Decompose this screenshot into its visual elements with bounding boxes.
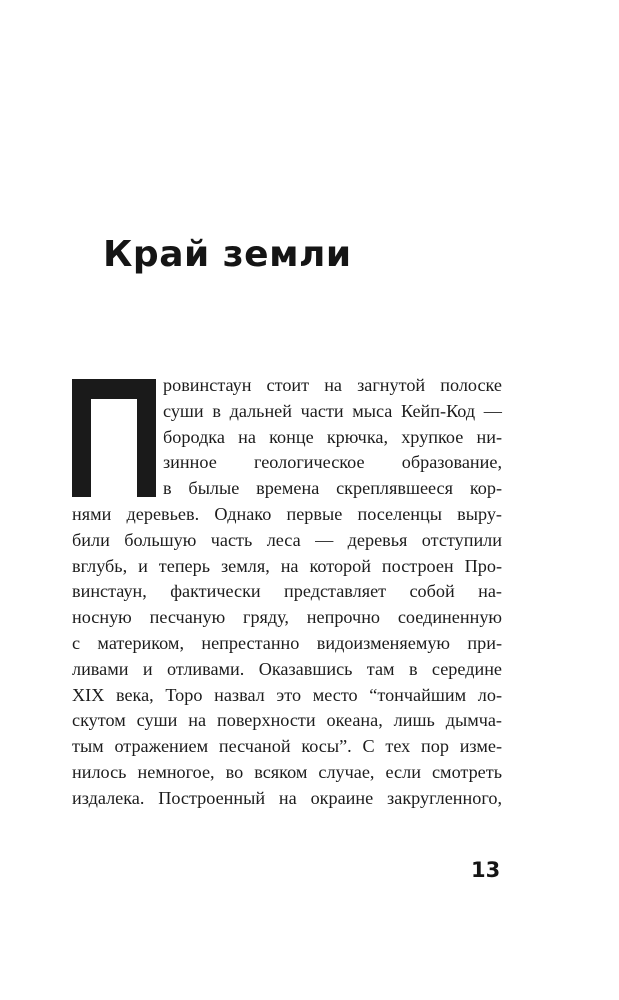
text-line: бородка на конце крючка, хрупкое ни-: [163, 426, 502, 447]
text-line: носную песчаную гряду, непрочно соединенную: [72, 607, 502, 628]
text-line: тым отражением песчаной косы”. С тех пор изме-: [72, 736, 502, 757]
text-line: ливами и отливами. Оказавшись там в середине: [72, 658, 502, 679]
text-line: винстаун, фактически представляет собой на-: [72, 581, 502, 602]
body-paragraph: [72, 373, 502, 812]
page-number: 13: [471, 858, 501, 882]
text-line: XIX века, Торо назвал это место “тончайшим ло-: [72, 684, 502, 705]
text-line: ровинстаун стоит на загнутой полоске: [163, 375, 502, 395]
text-line: издалека. Построенный на окраине закругленного,: [72, 787, 502, 808]
text-line: зинное геологическое образование,: [163, 452, 502, 473]
text-line: суши в дальней части мыса Кейп-Код —: [163, 400, 502, 421]
text-line: били большую часть леса — деревья отступили: [72, 529, 502, 550]
text-line: в былые времена скреплявшееся кор-: [163, 478, 502, 499]
text-line: с материком, непрестанно видоизменяемую при-: [72, 632, 502, 653]
chapter-title: Край земли: [103, 234, 352, 275]
text-line: скутом суши на поверхности океана, лишь дымча-: [72, 710, 502, 731]
text-line: вглубь, и теперь земля, на которой построен Про-: [72, 555, 502, 576]
text-line: нями деревьев. Однако первые поселенцы выру-: [72, 503, 502, 524]
text-line: нилось немногое, во всяком случае, если смотреть: [72, 761, 502, 782]
